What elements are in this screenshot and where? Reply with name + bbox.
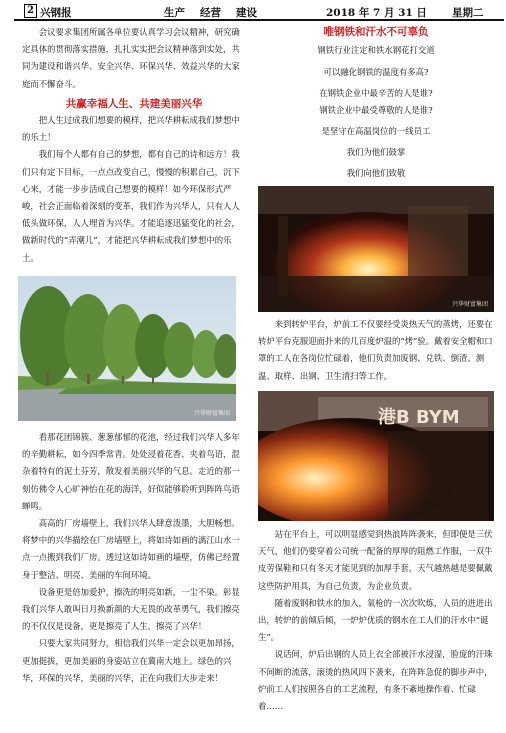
left-paragraph: 只要大家共同努力，相信我们兴华一定会以更加昂扬，更加挺拔，更加美丽的身姿站立在冀南大地上。绿色的兴华，环保的兴华，美丽的兴华，正在向我们大步走来！ [22,638,240,683]
tree-lined-road-photo [18,276,236,421]
right-paragraph: 随着废钢和铁水的加入，氧枪的一次次吹炼，人员的进进出出，转炉的前倾后倾，一炉炉优质的钢水在工人们的汗水中“诞生”。 [258,597,493,643]
poem-line: 钢铁行业注定和铁水钢花打交道 [317,45,435,55]
page-number: 2 [24,4,37,18]
poem-line: 钢铁企业中最受尊敬的人是谁? [319,105,433,115]
poem-line: 在钢铁企业中最辛苦的人是谁? [319,88,433,98]
left-paragraph: 看那花团锦簇、葱葱郁郁的花池，经过我们兴华人多年的辛勤耕耘，如今四季常青。处处浸着花香、夹着鸟语，混杂着特有的泥土芬芳，散发着美丽兴华的气息。走近的那一刻仿佛令人心旷神怡在花的海洋，好似能够聆听到阵阵鸟语蝉鸣。 [22,432,240,511]
intro-paragraph: 会议要求集团所属各单位要认真学习会议精神，研究确定具体的贯彻落实措施，扎扎实实把会议精神落到实处，共同为建设和谐兴华、安全兴华、环保兴华、效益兴华的大家庭而不懈奋斗。 [22,27,240,89]
right-paragraph-1-block [258,316,494,385]
issue-weekday: 星期二 [452,7,484,19]
paper-name: 兴钢报 [40,7,72,19]
section-label-1: 生产 [164,7,185,19]
right-paragraph: 说话间，炉后出钢的人员上衣全部被汗水浸湿，脸庞的汗珠不间断的流落，滚烫的热风四下袭来，在阵阵急促的脚步声中，炉前工人们按照各自的工艺流程，有条不紊地操作着、忙碌着…… [258,649,493,712]
intro-paragraph-block [22,24,246,93]
photo-watermark: 兴华财富集团 [193,410,230,417]
workshop-sign: 港B BYM [378,407,460,428]
header-rule [14,19,504,21]
left-paragraph: 高高的厂房墙壁上，我们兴华人肆意泼墨，大胆畅想。将梦中的兴华描绘在厂房墙壁上，将如诗如画的漓江山水一点一点搬到我们厂房。透过这如诗如画的墙壁，仿佛已经置身于整洁、明亮、美丽的车间环境。 [22,518,240,580]
poem-line: 我们为他们鼓掌 [346,147,406,157]
left-article-bottom [22,429,246,687]
converter-furnace-photo [258,186,494,312]
left-paragraph: 我们每个人都有自己的梦想，都有自己的诗和远方！我们只有定下目标，一点点改变自己，慢慢的积累自己，沉下心来，才能一步步活成自己想要的模样！如今环保形式严峻，社会正面临着深刻的变革，我们作为兴华人，只有人人低头做环保，人人埋首为兴华。才能追逐迅猛变化的社会，做新时代的“弄潮儿”，才能把兴华耕耘成我们梦想中的乐土。 [22,149,240,263]
right-article-title: 唯钢铁和汗水不可辜负 [323,26,429,38]
issue-date: 2018 年 7 月 31 日 [326,7,427,19]
left-paragraph: 把人生过成我们想要的模样，把兴华耕耘成我们梦想中的乐土！ [22,115,240,143]
left-paragraph: 设备更是倍加爱护，擦洗的明亮如新，一尘不染。彰显我们兴华人敢叫日月换新颜的大无畏的改革勇气，我们擦亮的不仅仅是设备，更是擦亮了人生，擦亮了兴华！ [22,586,240,632]
poem-line: 我们向他们致敬 [346,168,406,178]
right-paragraph: 站在平台上，可以明显感觉到热浪阵阵袭来，但即便是三伏天气，他们仍要穿着公司统一配备的厚厚的阻燃工作服，一双牛皮劳保鞋和只有冬天才能见到的加厚手套，天气越热越是要佩戴这些防护用具，为自己负责，为企业负责。 [258,529,493,591]
left-article-top [22,112,246,267]
right-paragraph: 来到转炉平台，炉前工不仅要经受炎热天气的蒸烤，还要在转炉平台克服迎面扑来的几百度炉温的“烤”验。戴着安全帽和口罩的工人在各岗位忙碌着，他们负责加废钢、兑铁、倒渣、测温、取样、出钢、卫生清扫等工作。 [258,319,493,381]
poem-line: 可以融化钢铁的温度有多高? [323,67,429,77]
steel-tapping-photo [258,391,494,521]
right-article-bottom [258,526,494,715]
poem-line: 是坚守在高温岗位的一线员工 [321,126,431,136]
section-label-2: 经营 [200,7,221,19]
photo-watermark: 兴华财富集团 [451,301,488,308]
section-label-3: 建设 [236,7,257,19]
left-article-title: 共赢幸福人生、共建美丽兴华 [65,98,203,110]
page-header [14,3,504,19]
